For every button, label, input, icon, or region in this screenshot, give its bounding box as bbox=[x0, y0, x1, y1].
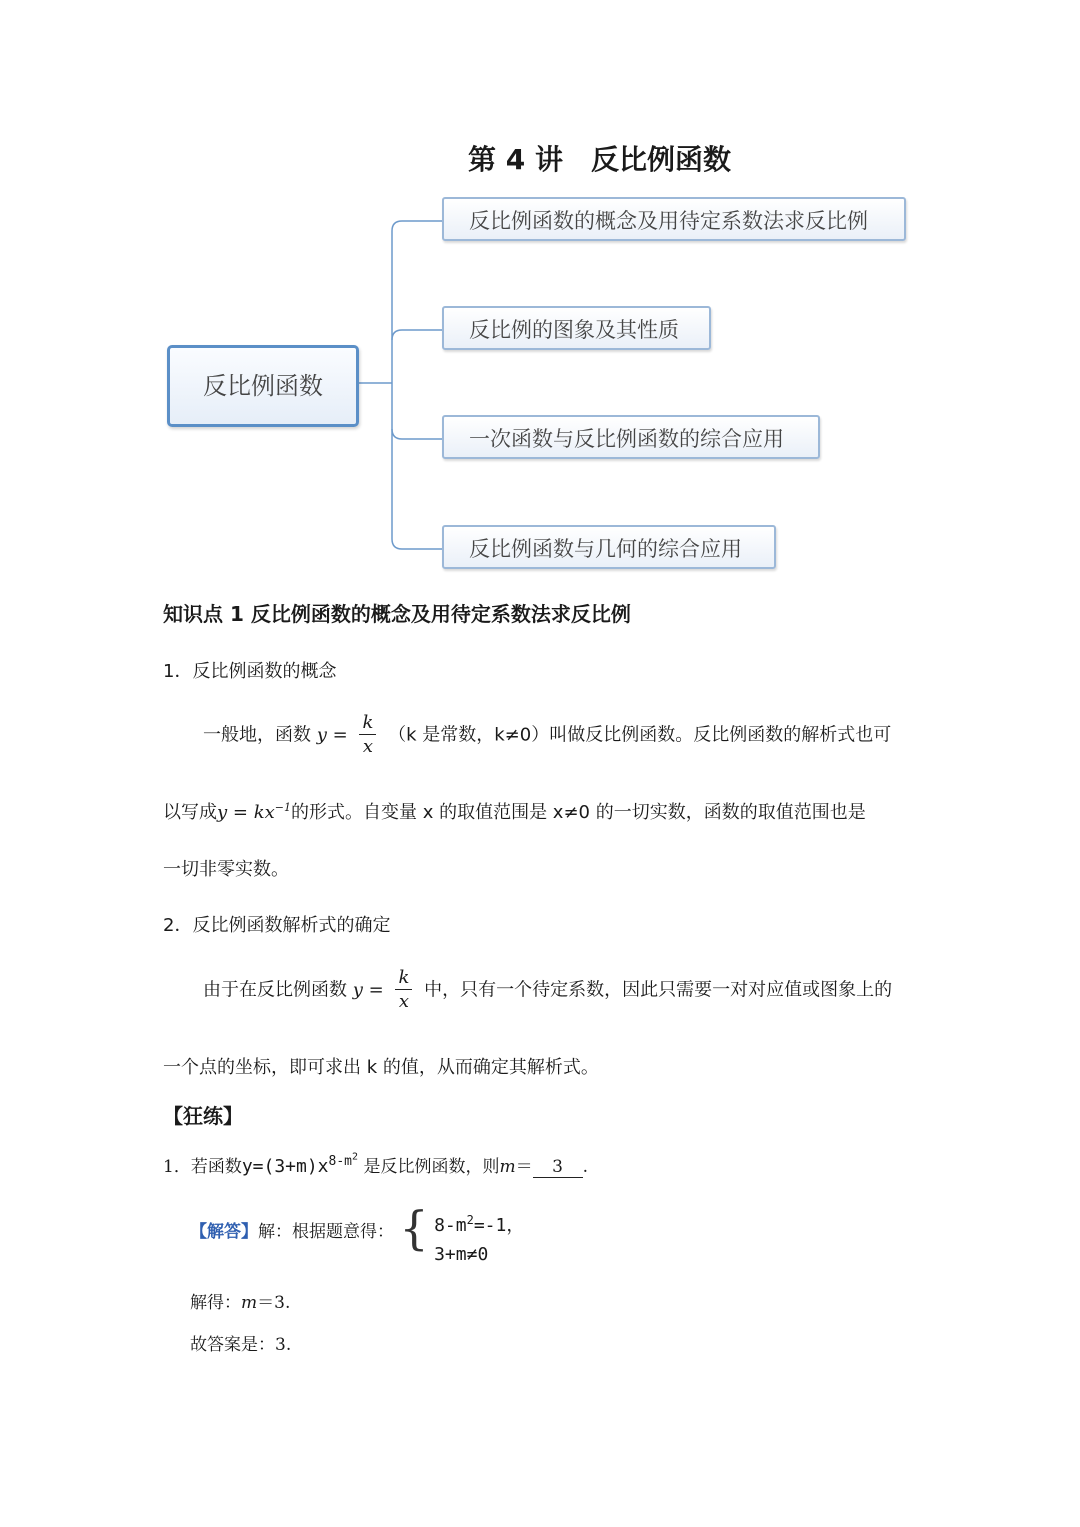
section-2-paragraph-1 bbox=[203, 967, 892, 1014]
formula-exponent: −1 bbox=[274, 801, 291, 814]
system-brace: { bbox=[399, 1201, 429, 1255]
system-line-1 bbox=[434, 1205, 524, 1241]
mindmap-root-node: 反比例函数 bbox=[167, 345, 359, 427]
mindmap-branch-1: 反比例函数的概念及用待定系数法求反比例 bbox=[442, 197, 906, 241]
answer-block bbox=[190, 1201, 525, 1269]
lecture-number: 第 4 讲 bbox=[468, 143, 563, 176]
section-1-paragraph-2 bbox=[163, 798, 866, 824]
answer-label: 【解答】 bbox=[190, 1222, 258, 1242]
result-line: 故答案是：3. bbox=[190, 1335, 292, 1355]
exponent-square: 2 bbox=[352, 1152, 359, 1164]
section-1-paragraph-3: 一切非零实数。 bbox=[163, 859, 289, 880]
solve-var: m bbox=[241, 1293, 258, 1313]
system-line-2: 3+m≠0 bbox=[434, 1244, 489, 1265]
solve-value: ＝3. bbox=[257, 1293, 291, 1313]
connector-branch-2 bbox=[392, 330, 442, 340]
eq1-comma: ， bbox=[506, 1215, 525, 1236]
section-1-heading: 1．反比例函数的概念 bbox=[163, 661, 337, 682]
connector-branch-3 bbox=[392, 429, 442, 439]
text: 中，只有一个待定系数，因此只需要一对对应值或图象上的 bbox=[424, 979, 893, 1001]
practice-heading: 【狂练】 bbox=[163, 1104, 243, 1128]
fraction-numerator: k bbox=[395, 967, 412, 990]
section-1-paragraph-1 bbox=[203, 712, 891, 759]
formula-y: y = bbox=[352, 979, 384, 1001]
formula-y: y = bbox=[316, 724, 348, 746]
eq1-square: 2 bbox=[466, 1213, 474, 1227]
question-1 bbox=[163, 1152, 588, 1178]
fraction-denominator: x bbox=[398, 991, 409, 1012]
mindmap-branch-4: 反比例函数与几何的综合应用 bbox=[442, 525, 776, 569]
fraction-numerator: k bbox=[359, 712, 376, 735]
text: 的形式。自变量 x 的取值范围是 x≠0 的一切实数，函数的取值范围也是 bbox=[290, 802, 866, 823]
solve-line bbox=[190, 1288, 290, 1313]
question-lead: 1．若函数 bbox=[163, 1157, 242, 1177]
knowledge-point-title: 知识点 1 反比例函数的概念及用待定系数法求反比例 bbox=[163, 602, 631, 626]
section-2-paragraph-2: 一个点的坐标，即可求出 k 的值，从而确定其解析式。 bbox=[163, 1057, 599, 1078]
connector-spine bbox=[392, 221, 442, 549]
mindmap-branch-3: 一次函数与反比例函数的综合应用 bbox=[442, 415, 820, 459]
eq1-lhs: 8-m bbox=[434, 1215, 467, 1236]
question-end: . bbox=[582, 1157, 588, 1177]
lecture-topic: 反比例函数 bbox=[590, 143, 731, 176]
text: 以写成 bbox=[163, 802, 217, 823]
exponent-base: 8-m bbox=[328, 1154, 353, 1170]
answer-lead: 解：根据题意得： bbox=[258, 1222, 394, 1242]
question-function: y=(3+m)x bbox=[241, 1156, 329, 1177]
text: 由于在反比例函数 bbox=[203, 979, 347, 1001]
mindmap-branch-2: 反比例的图象及其性质 bbox=[442, 306, 711, 350]
fraction-k-over-x bbox=[395, 967, 412, 1014]
eq1-rhs: =-1 bbox=[473, 1215, 507, 1236]
question-eq: ＝ bbox=[515, 1157, 533, 1177]
text: （k 是常数，k≠0）叫做反比例函数。反比例函数的解析式也可 bbox=[388, 724, 892, 746]
section-2-heading: 2．反比例函数解析式的确定 bbox=[163, 915, 391, 936]
fraction-denominator: x bbox=[362, 736, 373, 757]
question-exponent bbox=[329, 1154, 359, 1169]
solve-label: 解得： bbox=[190, 1293, 241, 1313]
equation-system bbox=[434, 1205, 524, 1269]
fraction-k-over-x bbox=[359, 712, 376, 759]
text: 一般地，函数 bbox=[203, 724, 311, 746]
question-var: m bbox=[499, 1157, 516, 1177]
answer-blank: 3 bbox=[533, 1157, 583, 1178]
formula-kx: y = kx bbox=[217, 802, 275, 823]
question-mid: 是反比例函数，则 bbox=[363, 1157, 500, 1177]
